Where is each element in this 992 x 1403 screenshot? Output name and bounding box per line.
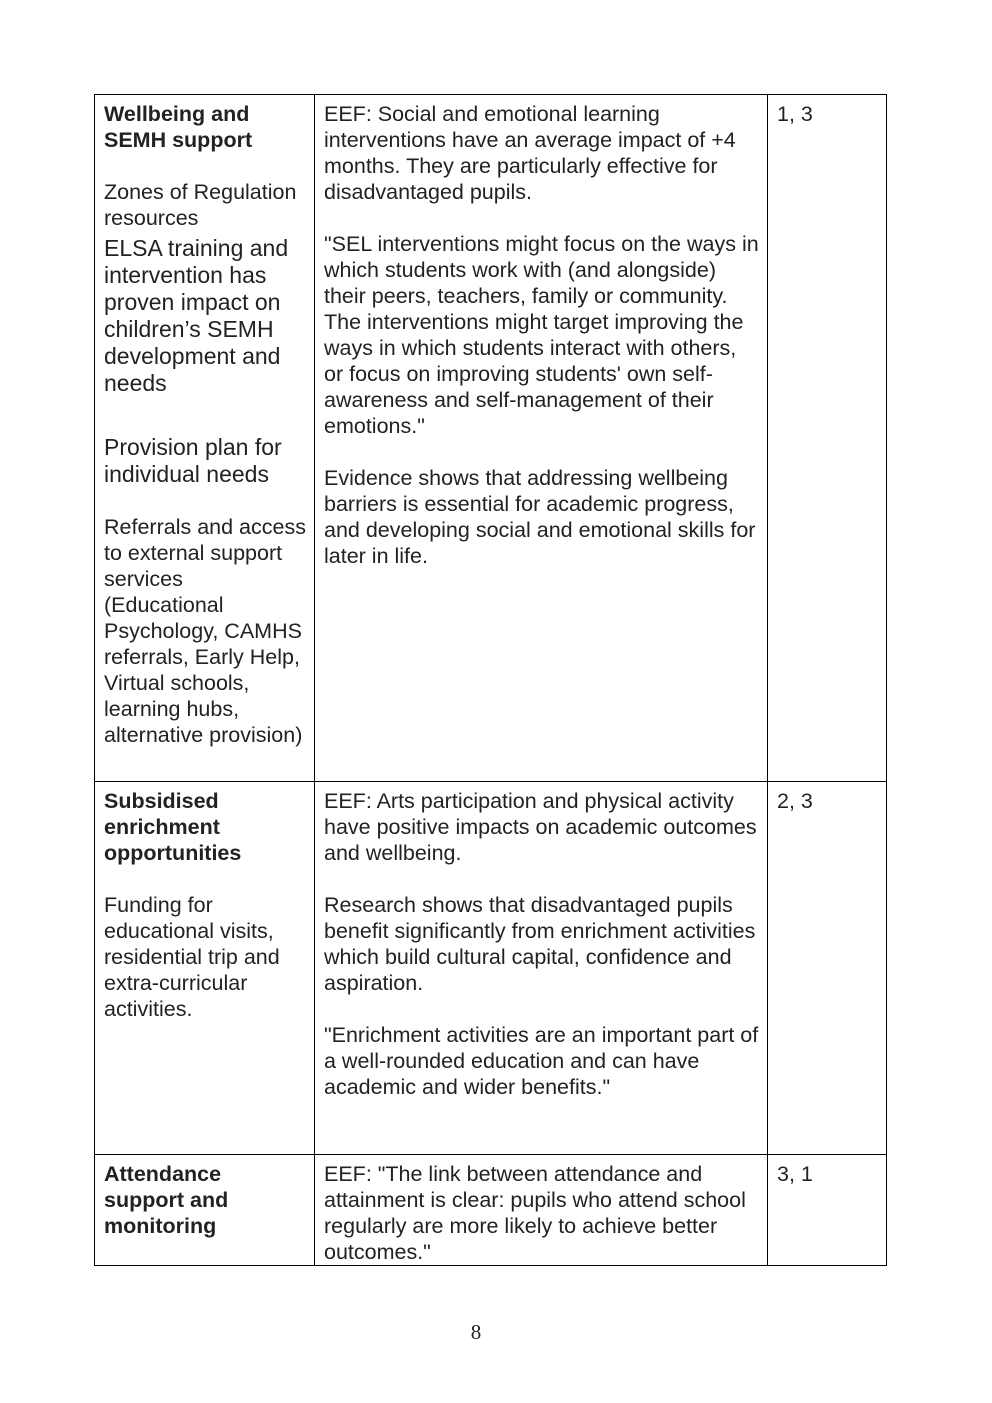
evidence-paragraph: "SEL interventions might focus on the ways in which students work with (and alongside) their peers, teachers, family or community. The interventions might target improving the ways in which students interact with others, or focus on improving students' own self-awareness and self-management of their emotions." xyxy=(324,232,759,438)
approach-item: Provision plan for individual needs xyxy=(104,434,282,487)
page-number: 8 xyxy=(470,1320,482,1344)
approach-cell xyxy=(95,1155,315,1266)
evidence-cell xyxy=(315,782,768,1155)
evidence-cell xyxy=(315,1155,768,1266)
challenge-cell xyxy=(768,95,887,782)
evidence-paragraph: "Enrichment activities are an important part of a well-rounded education and can have academic and wider benefits." xyxy=(324,1023,759,1099)
approach-cell xyxy=(95,95,315,782)
challenge-numbers: 1, 3 xyxy=(777,102,813,126)
evidence-paragraph: Research shows that disadvantaged pupils benefit significantly from enrichment activities which build cultural capital, confidence and aspiration. xyxy=(324,893,756,995)
approach-item: ELSA training and intervention has proven impact on children’s SEMH development and needs xyxy=(104,235,289,396)
challenge-cell xyxy=(768,1155,887,1266)
table-row xyxy=(95,782,887,1155)
evidence-cell xyxy=(315,95,768,782)
strategy-table xyxy=(94,94,887,1266)
approach-item: Referrals and access to external support services (Educational Psychology, CAMHS referrals, Early Help, Virtual schools, learning hubs, alternative provision) xyxy=(104,515,306,747)
evidence-paragraph: EEF: "The link between attendance and attainment is clear: pupils who attend school regularly are more likely to achieve better outcomes." xyxy=(324,1162,746,1264)
approach-title: Subsidised enrichment opportunities xyxy=(104,789,242,865)
evidence-paragraph: EEF: Arts participation and physical activity have positive impacts on academic outcomes and wellbeing. xyxy=(324,789,757,865)
approach-item: Zones of Regulation resources xyxy=(104,180,297,230)
challenge-cell xyxy=(768,782,887,1155)
challenge-numbers: 2, 3 xyxy=(777,789,813,813)
approach-title: Attendance support and monitoring xyxy=(104,1162,229,1238)
challenge-numbers: 3, 1 xyxy=(777,1162,813,1186)
evidence-paragraph: EEF: Social and emotional learning interventions have an average impact of +4 months. They are particularly effective for disadvantaged pupils. xyxy=(324,102,736,204)
table-row xyxy=(95,95,887,782)
table-row xyxy=(95,1155,887,1266)
approach-title: Wellbeing and SEMH support xyxy=(104,102,253,152)
approach-item: Funding for educational visits, residential trip and extra-curricular activities. xyxy=(104,893,280,1021)
approach-cell xyxy=(95,782,315,1155)
evidence-paragraph: Evidence shows that addressing wellbeing barriers is essential for academic progress, and developing social and emotional skills for later in life. xyxy=(324,466,756,568)
